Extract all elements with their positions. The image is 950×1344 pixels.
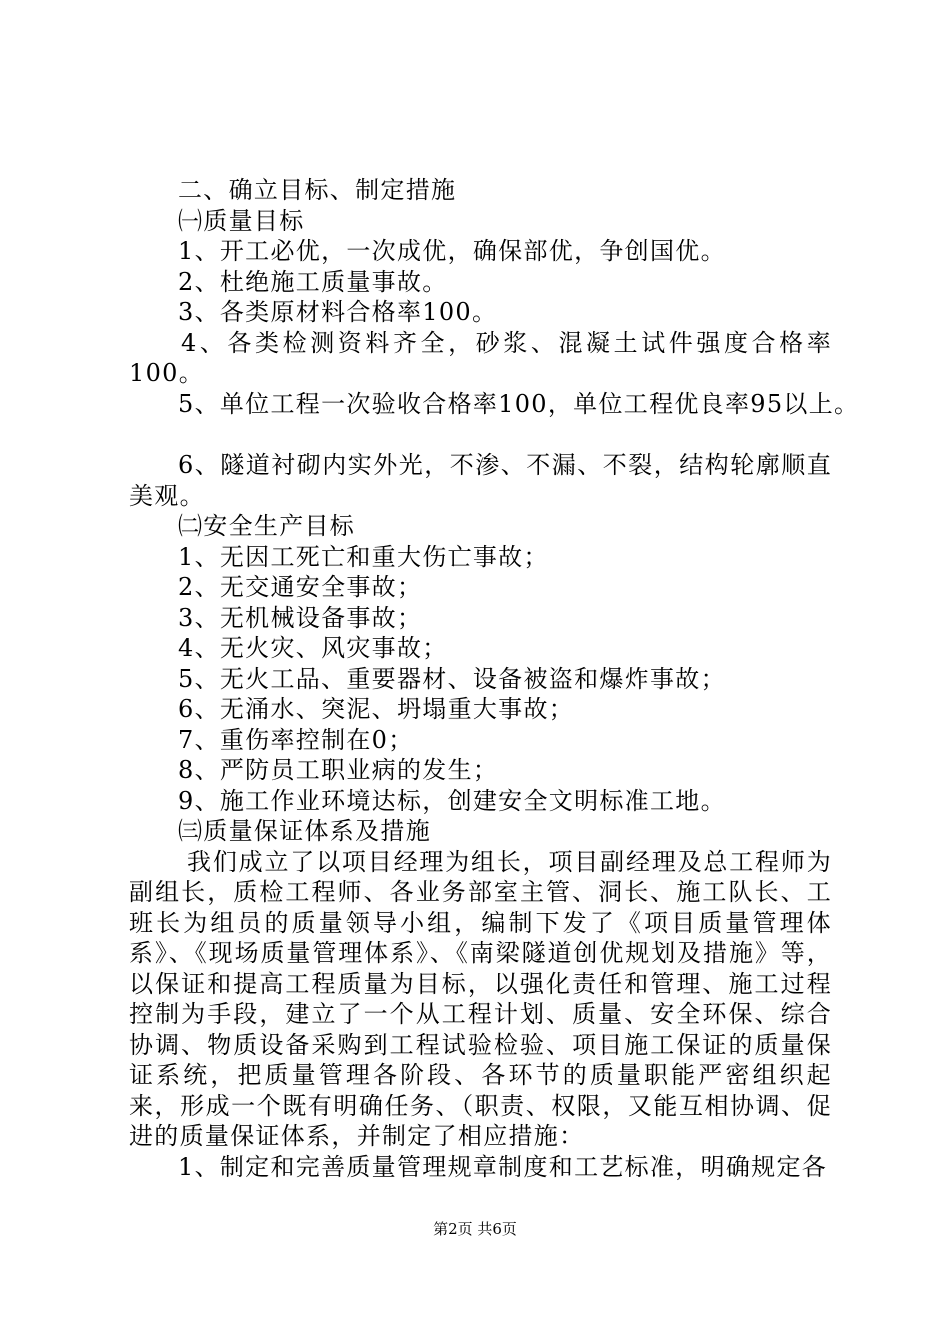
quality-goals-title: ㈠质量目标 <box>178 206 305 235</box>
safety-goal-item: 6、无涌水、突泥、坍塌重大事故； <box>178 695 575 723</box>
safety-goal-item: 3、无机械设备事故； <box>178 603 423 632</box>
safety-goal-item: 8、严防员工职业病的发生； <box>178 756 499 784</box>
safety-goal-item: 4、无火灾、风灾事故； <box>178 634 448 662</box>
quality-goal-item: 1、开工必优，一次成优，确保部优，争创国优。 <box>178 237 726 265</box>
safety-goal-item: 9、施工作业环境达标，创建安全文明标准工地。 <box>178 786 726 815</box>
quality-goal-item: 5、单位工程一次验收合格率100，单位工程优良率95以上。 <box>178 389 860 418</box>
page-number-footer: 第2页 共6页 <box>433 1220 517 1238</box>
quality-goal-item: 2、杜绝施工质量事故。 <box>178 267 448 296</box>
quality-measure-item: 1、制定和完善质量管理规章制度和工艺标准，明确规定各 <box>178 1152 828 1181</box>
safety-goal-item: 5、无火工品、重要器材、设备被盗和爆炸事故； <box>178 664 726 693</box>
quality-assurance-paragraph: 我们成立了以项目经理为组长，项目副经理及总工程师为副组长，质检工程师、各业务部室主管、洞长、施工队长、工班长为组员的质量领导小组，编制下发了《项目质量管理体系》、《现场质量管理体系》、《南梁隧道创优规划及措施》等，以保证和提高工程质量为目标，以强化责任和管理、施工过程控制为手段，建立了一个从工程计划、质量、安全环保、综合协调、物质设备采购到工程试验检验、项目施工保证的质量保证系统，把质量管理各阶段、各环节的质量职能严密组织起来，形成一个既有明确任务、（职责、权限，又能互相协调、促进的质量保证体系，并制定了相应措施： <box>129 847 832 1150</box>
section-heading: 二、确立目标、制定措施 <box>178 176 457 204</box>
blank-line <box>129 419 832 450</box>
safety-goal-item: 1、无因工死亡和重大伤亡事故； <box>178 542 549 571</box>
safety-goal-item: 2、无交通安全事故； <box>178 573 423 601</box>
document-body <box>129 175 860 1182</box>
quality-goal-item: 4、各类检测资料齐全，砂浆、混凝土试件强度合格率100。 <box>129 328 832 387</box>
safety-goal-item: 7、重伤率控制在0； <box>178 725 414 754</box>
quality-goal-item: 6、隧道衬砌内实外光，不渗、不漏、不裂，结构轮廓顺直美观。 <box>129 451 832 510</box>
quality-assurance-title: ㈢质量保证体系及措施 <box>178 817 431 845</box>
safety-goals-title: ㈡安全生产目标 <box>178 512 356 540</box>
quality-goal-item: 3、各类原材料合格率100。 <box>178 298 498 326</box>
